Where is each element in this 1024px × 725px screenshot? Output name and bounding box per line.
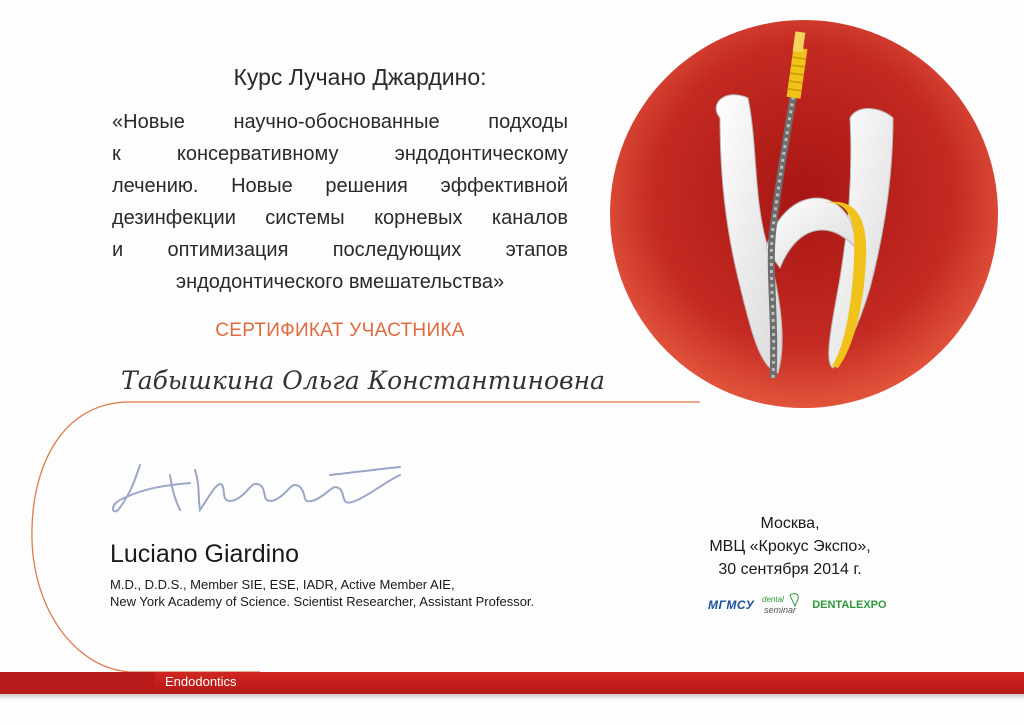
signer-name: Luciano Giardino [110, 540, 300, 568]
certificate-title: СЕРТИФИКАТ УЧАСТНИКА [215, 320, 465, 341]
footer-label: Endodontics [165, 674, 237, 689]
dental-seminar-logo [760, 593, 806, 617]
tooth-root-canal-icon [608, 18, 1000, 410]
sponsor-logos [708, 593, 887, 617]
dental-seminar-bottom-text: seminar [764, 605, 797, 615]
signer-credentials-line: New York Academy of Science. Scientist Researcher, Assistant Professor. [110, 594, 535, 609]
footer-band-left [0, 672, 155, 694]
participant-name: Табышкина Ольга Константиновна [121, 366, 605, 395]
signer-credentials [110, 576, 534, 610]
signer-credentials-line: M.D., D.D.S., Member SIE, ESE, IADR, Active Member AIE, [110, 577, 455, 592]
course-title-line: эндодонтического вмешательства» [175, 271, 505, 293]
mgmsu-logo: МГМСУ [708, 598, 755, 612]
course-heading: Курс Лучано Джардино: [233, 64, 487, 90]
course-title-line: дезинфекции системы корневых каналов [112, 207, 568, 229]
course-title-line: к консервативному эндодонтическому [112, 143, 568, 165]
venue-city: Москва, [760, 515, 820, 532]
venue-date: 30 сентября 2014 г. [718, 561, 862, 578]
dentalexpo-logo: DENTALEXPO [812, 599, 887, 611]
dental-seminar-top-text: dental [762, 595, 784, 604]
footer-shadow [0, 694, 1024, 700]
course-title-line: «Новые научно-обоснованные подходы [112, 111, 568, 133]
course-title-line: лечению. Новые решения эффективной [112, 175, 568, 197]
signature-image [100, 455, 430, 525]
venue-place: МВЦ «Крокус Экспо», [709, 538, 871, 555]
course-title [112, 106, 568, 298]
event-venue [700, 512, 880, 581]
footer-band [0, 672, 1024, 694]
course-title-line: и оптимизация последующих этапов [112, 239, 568, 261]
